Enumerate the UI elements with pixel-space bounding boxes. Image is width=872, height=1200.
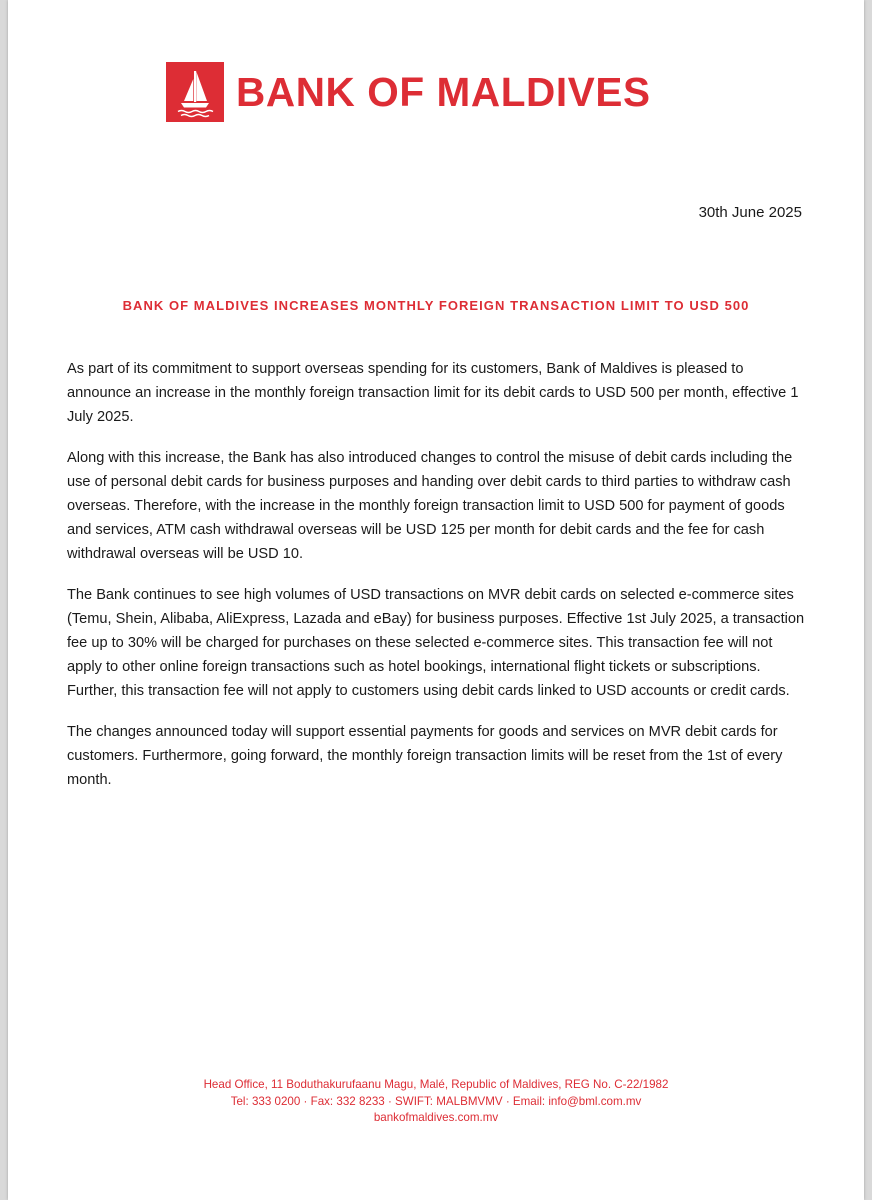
letter-body: [67, 357, 805, 809]
body-paragraph: The changes announced today will support essential payments for goods and services on MVR debit cards for customers. Furthermore, going forward, the monthly foreign transaction limits will be reset from the 1st of every month.: [67, 724, 783, 788]
letterhead: [166, 62, 651, 122]
bank-name-wordmark: BANK OF MALDIVES: [236, 69, 651, 115]
body-paragraph: As part of its commitment to support overseas spending for its customers, Bank of Maldives is pleased to announce an increase in the monthly foreign transaction limit for its debit cards to USD 500 per month, effective 1 July 2025.: [67, 361, 799, 425]
body-paragraph: The Bank continues to see high volumes of USD transactions on MVR debit cards on selected e-commerce sites (Temu, Shein, Alibaba, AliExpress, Lazada and eBay) for business purposes. Effective 1st July 2025, a transaction fee up to 30% will be charged for purchases on these selected e-commerce sites. This transaction fee will not apply to other online foreign transactions such as hotel bookings, international flight tickets or subscriptions. Further, this transaction fee will not apply to customers using debit cards linked to USD accounts or credit cards.: [67, 587, 805, 699]
press-release-headline: BANK OF MALDIVES INCREASES MONTHLY FOREIGN TRANSACTION LIMIT TO USD 500: [122, 298, 750, 313]
body-paragraph: Along with this increase, the Bank has also introduced changes to control the misuse of debit cards including the use of personal debit cards for business purposes and handing over debit cards to third parties to withdraw cash overseas. Therefore, with the increase in the monthly foreign transaction limit to USD 500 for payment of goods and services, ATM cash withdrawal overseas will be USD 125 per month for debit cards and the fee for cash withdrawal overseas will be USD 10.: [67, 450, 793, 562]
footer-contact: Tel: 333 0200 · Fax: 332 8233 · SWIFT: MALBMVMV · Email: info@bml.com.mv: [230, 1094, 642, 1108]
letter-footer: [8, 1077, 864, 1127]
letter-page: [8, 0, 864, 1200]
sailboat-logo-icon: [166, 62, 224, 122]
letter-date: 30th June 2025: [698, 204, 802, 221]
footer-address: Head Office, 11 Boduthakurufaanu Magu, Malé, Republic of Maldives, REG No. C-22/1982: [203, 1078, 669, 1091]
footer-website: bankofmaldives.com.mv: [373, 1111, 499, 1124]
